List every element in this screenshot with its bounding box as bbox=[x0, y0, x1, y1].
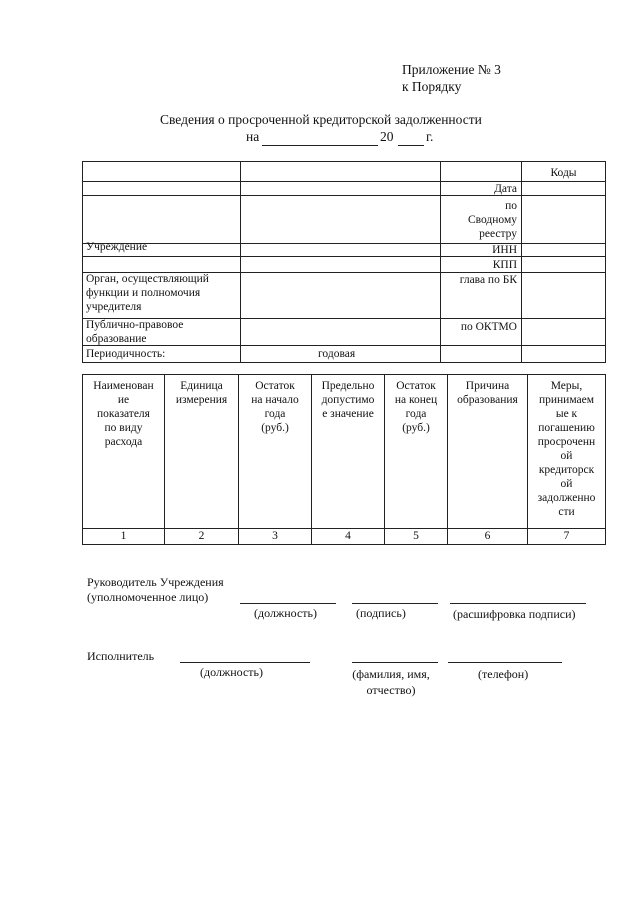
date-prefix: на bbox=[246, 129, 260, 144]
institution-label: Учреждение bbox=[86, 241, 148, 253]
col-header-measures: Меры, принимаем ые к погашению просроченн ой кредиторск ой задолженно сти bbox=[537, 380, 596, 518]
executor-fio-line bbox=[352, 662, 438, 663]
codes-header: Коды bbox=[550, 167, 577, 179]
col-number: 3 bbox=[272, 530, 278, 542]
kpp-label: КПП bbox=[492, 259, 517, 271]
oktmo-label: по ОКТМО bbox=[460, 321, 517, 333]
founder-organ-label: Орган, осуществляющий функции и полномочия учредителя bbox=[86, 273, 209, 313]
col-number: 7 bbox=[563, 530, 570, 542]
inn-label: ИНН bbox=[492, 244, 517, 256]
svod-registry-label: по Сводному реестру bbox=[467, 200, 517, 240]
executor-phone-caption: (телефон) bbox=[478, 667, 529, 681]
year-prefix: 20 bbox=[380, 129, 394, 144]
col-number: 4 bbox=[345, 530, 351, 542]
col-number: 1 bbox=[120, 530, 127, 542]
col-header-reason: Причина образования bbox=[457, 380, 518, 406]
executor-position-caption: (должность) bbox=[200, 665, 263, 679]
col-header-indicator: Наименован ие показателя по виду расхода bbox=[93, 380, 154, 448]
col-header-unit: Единица измерения bbox=[175, 380, 228, 406]
date-blank-line bbox=[262, 145, 378, 146]
year-blank-line bbox=[398, 145, 424, 146]
col-number: 6 bbox=[484, 530, 491, 542]
signature-line bbox=[352, 603, 438, 604]
decode-caption: (расшифровка подписи) bbox=[453, 607, 576, 621]
order-label: к Порядку bbox=[402, 79, 462, 94]
col-number: 5 bbox=[413, 530, 419, 542]
executor-phone-line bbox=[448, 662, 562, 663]
col-header-limit-value: Предельно допустимо е значение bbox=[321, 380, 375, 420]
executor-position-line bbox=[180, 662, 310, 663]
col-header-start-balance: Остаток на начало года (руб.) bbox=[251, 380, 299, 434]
authorized-person-label: (уполномоченное лицо) bbox=[87, 590, 209, 604]
position-line bbox=[240, 603, 336, 604]
signature-caption: (подпись) bbox=[356, 606, 406, 620]
year-suffix: г. bbox=[426, 129, 434, 144]
position-caption: (должность) bbox=[254, 606, 317, 620]
periodicity-value: годовая bbox=[318, 348, 356, 360]
date-label: Дата bbox=[494, 183, 517, 195]
public-entity-label: Публично-правовое образование bbox=[86, 319, 184, 345]
head-label: Руководитель Учреждения bbox=[87, 575, 224, 589]
decode-line bbox=[450, 603, 586, 604]
glava-bk-label: глава по БК bbox=[459, 274, 517, 286]
form-title: Сведения о просроченной кредиторской задолженности bbox=[160, 112, 482, 127]
col-header-end-balance: Остаток на конец года (руб.) bbox=[394, 380, 438, 434]
appendix-label: Приложение № 3 bbox=[402, 62, 501, 77]
col-number: 2 bbox=[198, 530, 205, 542]
executor-label: Исполнитель bbox=[87, 649, 155, 663]
executor-fio-caption: (фамилия, имя, отчество) bbox=[352, 667, 430, 697]
periodicity-label: Периодичность: bbox=[86, 348, 166, 360]
